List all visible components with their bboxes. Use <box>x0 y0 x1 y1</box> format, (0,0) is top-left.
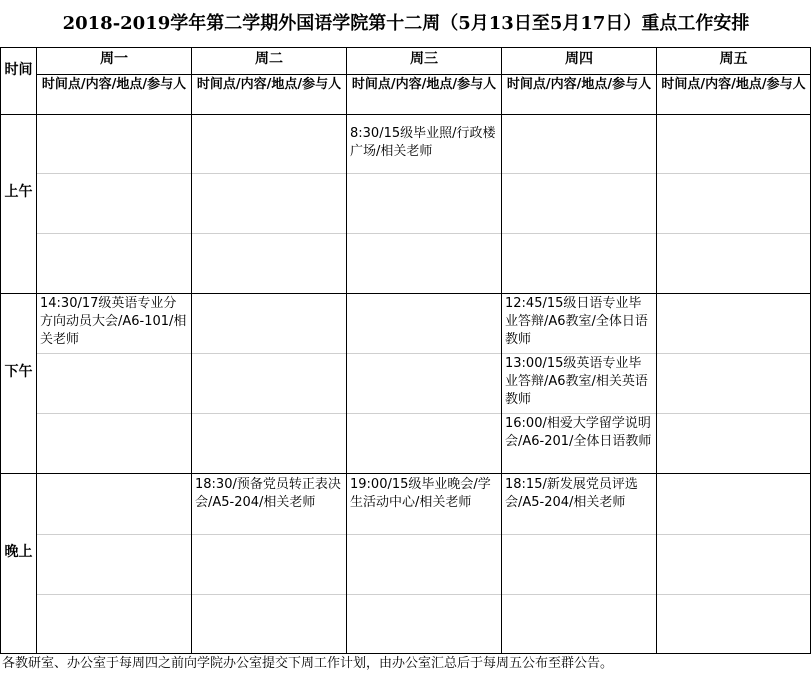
gridline <box>37 353 810 354</box>
footer-note: 各教研室、办公室于每周四之前向学院办公室提交下周工作计划，由办公室汇总后于每周五公布至群公告。 <box>2 656 614 671</box>
schedule-entry-thu-afternoon-1: 12:45/15级日语专业毕业答辩/A6教室/全体日语教师 <box>505 296 648 347</box>
gridline <box>37 534 810 535</box>
period-label-morning: 上午 <box>4 184 33 200</box>
gridline <box>37 173 810 174</box>
page-title: 2018-2019学年第二学期外国语学院第十二周（5月13日至5月17日）重点工作安排 <box>62 13 750 34</box>
table-border <box>501 47 502 654</box>
subheader-monday: 时间点/内容/地点/参与人 <box>41 77 187 92</box>
table-border <box>0 473 811 474</box>
table-border <box>0 47 811 48</box>
schedule-entry-wed-morning: 8:30/15级毕业照/行政楼广场/相关老师 <box>350 126 496 159</box>
subheader-thursday: 时间点/内容/地点/参与人 <box>506 77 652 92</box>
table-border <box>656 47 657 654</box>
table-border <box>0 47 1 654</box>
schedule-entry-thu-evening: 18:15/新发展党员评选会/A5-204/相关老师 <box>505 477 638 510</box>
table-border <box>346 47 347 654</box>
table-border <box>810 47 811 654</box>
gridline <box>37 594 810 595</box>
schedule-entry-mon-afternoon: 14:30/17级英语专业分方向动员大会/A6-101/相关老师 <box>40 296 187 347</box>
period-label-afternoon: 下午 <box>4 364 33 380</box>
gridline <box>37 233 810 234</box>
gridline <box>37 413 810 414</box>
day-header-wednesday: 周三 <box>410 51 438 67</box>
day-header-monday: 周一 <box>100 51 128 67</box>
table-border <box>36 47 37 654</box>
table-border <box>191 47 192 654</box>
period-label-evening: 晚上 <box>4 544 33 560</box>
subheader-friday: 时间点/内容/地点/参与人 <box>661 77 806 92</box>
time-column-header: 时间 <box>4 62 33 78</box>
schedule-entry-thu-afternoon-2: 13:00/15级英语专业毕业答辩/A6教室/相关英语教师 <box>505 356 648 407</box>
schedule-entry-tue-evening: 18:30/预备党员转正表决会/A5-204/相关老师 <box>195 477 341 510</box>
schedule-entry-thu-afternoon-3: 16:00/相爱大学留学说明会/A6-201/全体日语教师 <box>505 416 652 449</box>
subheader-wednesday: 时间点/内容/地点/参与人 <box>351 77 497 92</box>
day-header-thursday: 周四 <box>565 51 593 67</box>
subheader-tuesday: 时间点/内容/地点/参与人 <box>196 77 342 92</box>
table-border <box>0 293 811 294</box>
table-border <box>37 74 810 75</box>
table-border <box>0 114 811 115</box>
day-header-friday: 周五 <box>719 51 748 67</box>
day-header-tuesday: 周二 <box>255 51 283 67</box>
schedule-entry-wed-evening: 19:00/15级毕业晚会/学生活动中心/相关老师 <box>350 477 491 510</box>
